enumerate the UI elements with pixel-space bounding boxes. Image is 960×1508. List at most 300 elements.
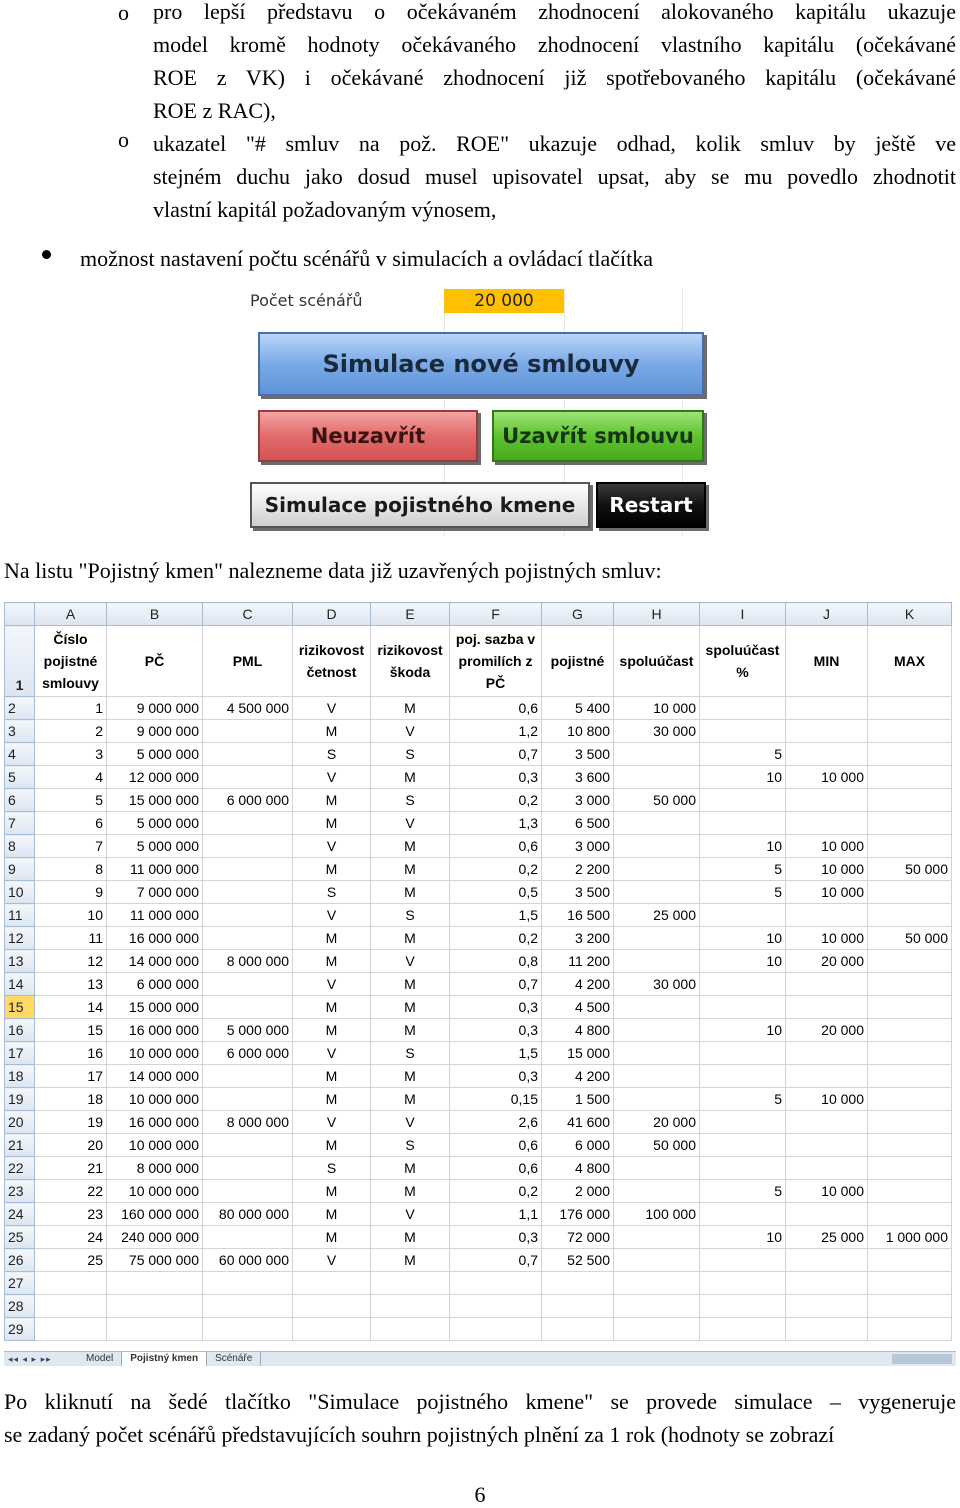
table-cell[interactable]: 10 000 — [786, 1180, 868, 1203]
table-cell[interactable]: 5 000 000 — [107, 743, 203, 766]
row-header[interactable]: 23 — [5, 1180, 35, 1203]
column-header[interactable]: F — [450, 603, 542, 626]
table-cell[interactable]: V — [293, 766, 371, 789]
table-cell[interactable]: 4 200 — [542, 1065, 614, 1088]
table-cell[interactable]: 4 — [35, 766, 107, 789]
table-cell[interactable] — [203, 720, 293, 743]
row-header[interactable]: 10 — [5, 881, 35, 904]
table-cell[interactable]: 3 — [35, 743, 107, 766]
table-cell[interactable] — [786, 1134, 868, 1157]
table-cell[interactable]: 17 — [35, 1065, 107, 1088]
table-cell[interactable]: 14 000 000 — [107, 1065, 203, 1088]
table-cell[interactable] — [700, 1134, 786, 1157]
table-cell[interactable]: 3 600 — [542, 766, 614, 789]
table-cell[interactable] — [868, 1157, 952, 1180]
table-cell[interactable]: 18 — [35, 1088, 107, 1111]
table-cell[interactable] — [203, 1157, 293, 1180]
table-cell[interactable]: S — [371, 904, 450, 927]
table-cell[interactable] — [614, 1272, 700, 1295]
row-header[interactable]: 11 — [5, 904, 35, 927]
row-header[interactable]: 25 — [5, 1226, 35, 1249]
table-cell[interactable]: 9 000 000 — [107, 720, 203, 743]
table-cell[interactable]: 5 — [700, 1180, 786, 1203]
table-cell[interactable]: S — [371, 1134, 450, 1157]
table-cell[interactable]: 15 — [35, 1019, 107, 1042]
table-cell[interactable]: 11 000 000 — [107, 904, 203, 927]
table-cell[interactable]: 0,7 — [450, 1249, 542, 1272]
table-cell[interactable] — [614, 950, 700, 973]
header-cell[interactable]: rizikovost škoda — [371, 626, 450, 697]
table-cell[interactable]: 10 000 — [614, 697, 700, 720]
table-cell[interactable]: 3 500 — [542, 881, 614, 904]
table-cell[interactable]: M — [371, 1019, 450, 1042]
table-cell[interactable] — [203, 973, 293, 996]
table-cell[interactable] — [786, 1065, 868, 1088]
header-cell[interactable]: poj. sazba v promilích z PČ — [450, 626, 542, 697]
table-cell[interactable]: 10 000 000 — [107, 1134, 203, 1157]
table-cell[interactable]: 10 — [700, 950, 786, 973]
table-cell[interactable]: 25 000 — [786, 1226, 868, 1249]
table-cell[interactable] — [700, 697, 786, 720]
table-cell[interactable] — [786, 996, 868, 1019]
table-cell[interactable] — [786, 1157, 868, 1180]
table-cell[interactable] — [450, 1295, 542, 1318]
table-cell[interactable]: 10 800 — [542, 720, 614, 743]
row-header[interactable]: 27 — [5, 1272, 35, 1295]
table-cell[interactable]: V — [293, 835, 371, 858]
table-cell[interactable]: M — [293, 720, 371, 743]
table-cell[interactable]: 16 — [35, 1042, 107, 1065]
table-cell[interactable] — [868, 1295, 952, 1318]
table-cell[interactable]: 1 500 — [542, 1088, 614, 1111]
table-cell[interactable]: 5 — [700, 743, 786, 766]
table-cell[interactable]: V — [371, 812, 450, 835]
table-cell[interactable] — [868, 1318, 952, 1341]
row-header[interactable]: 15 — [5, 996, 35, 1019]
row-header[interactable]: 28 — [5, 1295, 35, 1318]
table-cell[interactable]: 1,5 — [450, 904, 542, 927]
table-cell[interactable]: 80 000 000 — [203, 1203, 293, 1226]
table-cell[interactable]: 1,5 — [450, 1042, 542, 1065]
table-cell[interactable]: 5 — [35, 789, 107, 812]
table-cell[interactable]: 50 000 — [868, 927, 952, 950]
table-cell[interactable] — [786, 1111, 868, 1134]
table-cell[interactable]: 100 000 — [614, 1203, 700, 1226]
table-cell[interactable]: 0,3 — [450, 1019, 542, 1042]
table-cell[interactable]: V — [371, 1203, 450, 1226]
table-cell[interactable]: 3 500 — [542, 743, 614, 766]
column-header[interactable]: J — [786, 603, 868, 626]
table-cell[interactable]: 0,2 — [450, 858, 542, 881]
table-cell[interactable]: 12 000 000 — [107, 766, 203, 789]
table-cell[interactable]: 16 000 000 — [107, 927, 203, 950]
table-cell[interactable]: 10 — [35, 904, 107, 927]
table-cell[interactable]: M — [293, 812, 371, 835]
table-cell[interactable]: M — [293, 927, 371, 950]
table-cell[interactable] — [868, 697, 952, 720]
table-cell[interactable] — [614, 835, 700, 858]
row-header[interactable]: 1 — [5, 626, 35, 697]
table-cell[interactable]: 3 200 — [542, 927, 614, 950]
restart-button[interactable]: Restart — [596, 482, 706, 528]
table-cell[interactable]: 5 — [700, 858, 786, 881]
table-cell[interactable]: 9 000 000 — [107, 697, 203, 720]
table-cell[interactable]: 41 600 — [542, 1111, 614, 1134]
table-cell[interactable]: 10 000 — [786, 1088, 868, 1111]
header-cell[interactable]: spoluúčast — [614, 626, 700, 697]
table-cell[interactable]: 50 000 — [614, 789, 700, 812]
table-cell[interactable] — [786, 973, 868, 996]
table-cell[interactable]: 6 — [35, 812, 107, 835]
table-cell[interactable] — [786, 904, 868, 927]
table-cell[interactable]: 22 — [35, 1180, 107, 1203]
table-cell[interactable] — [614, 927, 700, 950]
table-cell[interactable]: 52 500 — [542, 1249, 614, 1272]
table-cell[interactable] — [614, 1088, 700, 1111]
table-cell[interactable] — [542, 1318, 614, 1341]
table-cell[interactable] — [203, 858, 293, 881]
table-cell[interactable] — [868, 835, 952, 858]
table-cell[interactable] — [203, 812, 293, 835]
header-cell[interactable]: PČ — [107, 626, 203, 697]
table-cell[interactable]: 10 000 000 — [107, 1088, 203, 1111]
table-cell[interactable] — [786, 1318, 868, 1341]
table-cell[interactable] — [293, 1318, 371, 1341]
table-cell[interactable] — [786, 1249, 868, 1272]
table-cell[interactable] — [700, 973, 786, 996]
table-cell[interactable]: M — [293, 789, 371, 812]
table-cell[interactable] — [700, 904, 786, 927]
tab-model[interactable]: Model — [78, 1352, 122, 1366]
table-cell[interactable]: 10 — [700, 835, 786, 858]
table-cell[interactable]: 6 000 000 — [107, 973, 203, 996]
table-cell[interactable]: 0,3 — [450, 1226, 542, 1249]
table-cell[interactable]: 176 000 — [542, 1203, 614, 1226]
table-cell[interactable] — [868, 1203, 952, 1226]
table-cell[interactable] — [450, 1318, 542, 1341]
row-header[interactable]: 12 — [5, 927, 35, 950]
table-cell[interactable] — [868, 812, 952, 835]
table-cell[interactable]: 5 000 000 — [107, 812, 203, 835]
table-cell[interactable]: M — [371, 858, 450, 881]
table-cell[interactable]: 160 000 000 — [107, 1203, 203, 1226]
table-cell[interactable]: 10 000 000 — [107, 1042, 203, 1065]
row-header[interactable]: 14 — [5, 973, 35, 996]
table-cell[interactable] — [614, 858, 700, 881]
row-header[interactable]: 8 — [5, 835, 35, 858]
table-cell[interactable]: 1,1 — [450, 1203, 542, 1226]
table-cell[interactable] — [614, 743, 700, 766]
table-cell[interactable]: M — [371, 835, 450, 858]
column-header[interactable]: B — [107, 603, 203, 626]
table-cell[interactable] — [614, 1019, 700, 1042]
table-cell[interactable]: 0,5 — [450, 881, 542, 904]
table-cell[interactable]: 20 000 — [614, 1111, 700, 1134]
table-cell[interactable]: M — [371, 1088, 450, 1111]
table-cell[interactable]: 3 000 — [542, 835, 614, 858]
table-cell[interactable] — [868, 1249, 952, 1272]
table-cell[interactable] — [786, 1203, 868, 1226]
table-cell[interactable]: 5 — [700, 1088, 786, 1111]
table-cell[interactable]: 0,6 — [450, 1157, 542, 1180]
table-cell[interactable] — [868, 1042, 952, 1065]
table-cell[interactable] — [293, 1272, 371, 1295]
header-cell[interactable]: rizikovost četnost — [293, 626, 371, 697]
row-header[interactable]: 6 — [5, 789, 35, 812]
tab-pojistny-kmen[interactable]: Pojistný kmen — [122, 1352, 207, 1366]
table-cell[interactable]: V — [293, 1249, 371, 1272]
table-cell[interactable] — [203, 927, 293, 950]
table-cell[interactable]: M — [371, 1226, 450, 1249]
table-cell[interactable]: 25 — [35, 1249, 107, 1272]
table-cell[interactable]: 5 — [700, 881, 786, 904]
table-cell[interactable] — [868, 973, 952, 996]
row-header[interactable]: 4 — [5, 743, 35, 766]
table-cell[interactable] — [107, 1318, 203, 1341]
table-cell[interactable]: 6 000 000 — [203, 789, 293, 812]
table-cell[interactable]: 10 000 000 — [107, 1180, 203, 1203]
table-cell[interactable]: 20 — [35, 1134, 107, 1157]
table-cell[interactable]: 4 800 — [542, 1019, 614, 1042]
table-cell[interactable] — [614, 881, 700, 904]
table-cell[interactable]: 7 — [35, 835, 107, 858]
table-cell[interactable]: 2 200 — [542, 858, 614, 881]
table-cell[interactable]: 14 000 000 — [107, 950, 203, 973]
table-cell[interactable]: M — [371, 766, 450, 789]
table-cell[interactable]: 0,2 — [450, 1180, 542, 1203]
table-cell[interactable]: V — [293, 973, 371, 996]
table-cell[interactable]: 4 800 — [542, 1157, 614, 1180]
table-cell[interactable]: 10 000 — [786, 927, 868, 950]
table-cell[interactable]: V — [293, 1042, 371, 1065]
table-cell[interactable] — [614, 812, 700, 835]
table-cell[interactable] — [700, 1111, 786, 1134]
table-cell[interactable]: 1 — [35, 697, 107, 720]
row-header[interactable]: 21 — [5, 1134, 35, 1157]
row-header[interactable]: 7 — [5, 812, 35, 835]
row-header[interactable]: 19 — [5, 1088, 35, 1111]
table-cell[interactable]: 10 000 — [786, 835, 868, 858]
table-cell[interactable] — [107, 1295, 203, 1318]
row-header[interactable]: 24 — [5, 1203, 35, 1226]
table-cell[interactable] — [203, 1065, 293, 1088]
table-cell[interactable] — [700, 720, 786, 743]
table-cell[interactable] — [203, 766, 293, 789]
table-cell[interactable] — [203, 743, 293, 766]
table-cell[interactable]: M — [371, 1249, 450, 1272]
table-cell[interactable] — [868, 1065, 952, 1088]
table-cell[interactable]: 1,3 — [450, 812, 542, 835]
table-cell[interactable]: M — [293, 950, 371, 973]
table-cell[interactable] — [203, 835, 293, 858]
table-cell[interactable] — [868, 743, 952, 766]
table-cell[interactable]: 10 — [700, 1019, 786, 1042]
table-cell[interactable]: 2,6 — [450, 1111, 542, 1134]
table-cell[interactable]: 4 500 — [542, 996, 614, 1019]
header-cell[interactable]: pojistné — [542, 626, 614, 697]
table-cell[interactable]: 0,8 — [450, 950, 542, 973]
table-cell[interactable]: 0,6 — [450, 835, 542, 858]
table-cell[interactable]: 0,15 — [450, 1088, 542, 1111]
table-cell[interactable]: 10 — [700, 1226, 786, 1249]
table-cell[interactable] — [614, 996, 700, 1019]
table-cell[interactable] — [203, 1088, 293, 1111]
column-header[interactable]: E — [371, 603, 450, 626]
table-cell[interactable]: 13 — [35, 973, 107, 996]
table-cell[interactable] — [203, 1295, 293, 1318]
table-cell[interactable]: M — [371, 881, 450, 904]
row-header[interactable]: 5 — [5, 766, 35, 789]
table-cell[interactable]: M — [293, 1134, 371, 1157]
table-cell[interactable]: 11 200 — [542, 950, 614, 973]
table-cell[interactable]: 7 000 000 — [107, 881, 203, 904]
column-header[interactable]: K — [868, 603, 952, 626]
table-cell[interactable]: V — [371, 950, 450, 973]
table-cell[interactable]: 15 000 000 — [107, 996, 203, 1019]
table-cell[interactable]: 11 — [35, 927, 107, 950]
table-cell[interactable]: M — [371, 927, 450, 950]
row-header[interactable]: 29 — [5, 1318, 35, 1341]
table-cell[interactable]: M — [371, 1157, 450, 1180]
tab-scenare[interactable]: Scénáře — [207, 1352, 261, 1366]
row-header[interactable]: 18 — [5, 1065, 35, 1088]
header-cell[interactable]: MIN — [786, 626, 868, 697]
table-cell[interactable] — [786, 697, 868, 720]
table-cell[interactable]: V — [371, 720, 450, 743]
table-cell[interactable] — [293, 1295, 371, 1318]
row-header[interactable]: 20 — [5, 1111, 35, 1134]
table-cell[interactable]: 16 000 000 — [107, 1019, 203, 1042]
table-cell[interactable] — [868, 996, 952, 1019]
select-all-corner[interactable] — [5, 603, 35, 626]
table-cell[interactable]: 0,2 — [450, 789, 542, 812]
table-cell[interactable] — [203, 1134, 293, 1157]
table-cell[interactable]: 10 — [700, 766, 786, 789]
table-cell[interactable] — [614, 1157, 700, 1180]
column-header[interactable]: I — [700, 603, 786, 626]
sheet-nav-arrows-icon[interactable]: ◂◂ ◂ ▸ ▸▸ — [8, 1354, 52, 1364]
table-cell[interactable] — [786, 812, 868, 835]
table-cell[interactable]: 20 000 — [786, 950, 868, 973]
table-cell[interactable] — [868, 1180, 952, 1203]
table-cell[interactable]: 5 400 — [542, 697, 614, 720]
table-cell[interactable]: M — [371, 697, 450, 720]
table-cell[interactable] — [868, 1134, 952, 1157]
table-cell[interactable]: 8 000 000 — [203, 950, 293, 973]
table-cell[interactable] — [868, 950, 952, 973]
table-cell[interactable] — [614, 1318, 700, 1341]
table-cell[interactable] — [371, 1295, 450, 1318]
table-cell[interactable]: 19 — [35, 1111, 107, 1134]
table-cell[interactable]: 9 — [35, 881, 107, 904]
close-contract-button[interactable]: Uzavřít smlouvu — [492, 410, 704, 462]
table-cell[interactable]: 10 000 — [786, 858, 868, 881]
table-cell[interactable] — [371, 1318, 450, 1341]
table-cell[interactable] — [868, 1019, 952, 1042]
table-cell[interactable]: 0,3 — [450, 1065, 542, 1088]
table-cell[interactable] — [700, 1318, 786, 1341]
table-cell[interactable]: 11 000 000 — [107, 858, 203, 881]
table-cell[interactable] — [786, 789, 868, 812]
table-cell[interactable]: V — [293, 904, 371, 927]
table-cell[interactable]: M — [293, 858, 371, 881]
table-cell[interactable]: 4 200 — [542, 973, 614, 996]
table-cell[interactable]: 1 000 000 — [868, 1226, 952, 1249]
table-cell[interactable] — [614, 1226, 700, 1249]
column-header[interactable]: C — [203, 603, 293, 626]
table-cell[interactable] — [868, 1111, 952, 1134]
table-cell[interactable]: 0,3 — [450, 766, 542, 789]
table-cell[interactable]: 15 000 000 — [107, 789, 203, 812]
table-cell[interactable] — [203, 1272, 293, 1295]
horizontal-scrollbar[interactable] — [892, 1354, 952, 1364]
table-cell[interactable]: 4 500 000 — [203, 697, 293, 720]
table-cell[interactable]: M — [371, 1180, 450, 1203]
table-cell[interactable]: S — [371, 789, 450, 812]
table-cell[interactable] — [450, 1272, 542, 1295]
table-cell[interactable] — [700, 812, 786, 835]
table-cell[interactable] — [542, 1272, 614, 1295]
column-header[interactable]: A — [35, 603, 107, 626]
table-cell[interactable]: 0,3 — [450, 996, 542, 1019]
table-cell[interactable]: 72 000 — [542, 1226, 614, 1249]
table-cell[interactable] — [614, 1249, 700, 1272]
table-cell[interactable] — [35, 1295, 107, 1318]
table-cell[interactable]: S — [371, 743, 450, 766]
table-cell[interactable]: 240 000 000 — [107, 1226, 203, 1249]
table-cell[interactable]: 6 500 — [542, 812, 614, 835]
table-cell[interactable]: 25 000 — [614, 904, 700, 927]
table-cell[interactable] — [614, 1042, 700, 1065]
table-cell[interactable] — [700, 1042, 786, 1065]
table-cell[interactable]: S — [293, 881, 371, 904]
table-cell[interactable]: 6 000 — [542, 1134, 614, 1157]
table-cell[interactable]: 30 000 — [614, 720, 700, 743]
header-cell[interactable]: Číslo pojistné smlouvy — [35, 626, 107, 697]
table-cell[interactable]: 75 000 000 — [107, 1249, 203, 1272]
table-cell[interactable] — [868, 1088, 952, 1111]
table-cell[interactable] — [614, 1295, 700, 1318]
table-cell[interactable] — [786, 1042, 868, 1065]
row-header[interactable]: 16 — [5, 1019, 35, 1042]
table-cell[interactable] — [35, 1272, 107, 1295]
table-cell[interactable]: 50 000 — [614, 1134, 700, 1157]
table-cell[interactable] — [203, 904, 293, 927]
table-cell[interactable]: M — [293, 1226, 371, 1249]
row-header[interactable]: 17 — [5, 1042, 35, 1065]
row-header[interactable]: 9 — [5, 858, 35, 881]
table-cell[interactable]: 10 000 — [786, 766, 868, 789]
table-cell[interactable]: 10 000 — [786, 881, 868, 904]
table-cell[interactable]: 0,6 — [450, 697, 542, 720]
table-cell[interactable]: 20 000 — [786, 1019, 868, 1042]
table-cell[interactable]: 10 — [700, 927, 786, 950]
table-cell[interactable]: 23 — [35, 1203, 107, 1226]
table-cell[interactable]: M — [371, 996, 450, 1019]
table-cell[interactable]: S — [293, 1157, 371, 1180]
simulate-contract-button[interactable]: Simulace nové smlouvy — [258, 332, 704, 396]
table-cell[interactable]: V — [371, 1111, 450, 1134]
table-cell[interactable] — [203, 996, 293, 1019]
table-cell[interactable] — [700, 789, 786, 812]
table-cell[interactable] — [614, 766, 700, 789]
column-header[interactable]: G — [542, 603, 614, 626]
table-cell[interactable]: 21 — [35, 1157, 107, 1180]
table-cell[interactable] — [868, 766, 952, 789]
table-cell[interactable] — [868, 904, 952, 927]
table-cell[interactable]: 5 000 000 — [203, 1019, 293, 1042]
table-cell[interactable] — [700, 1249, 786, 1272]
